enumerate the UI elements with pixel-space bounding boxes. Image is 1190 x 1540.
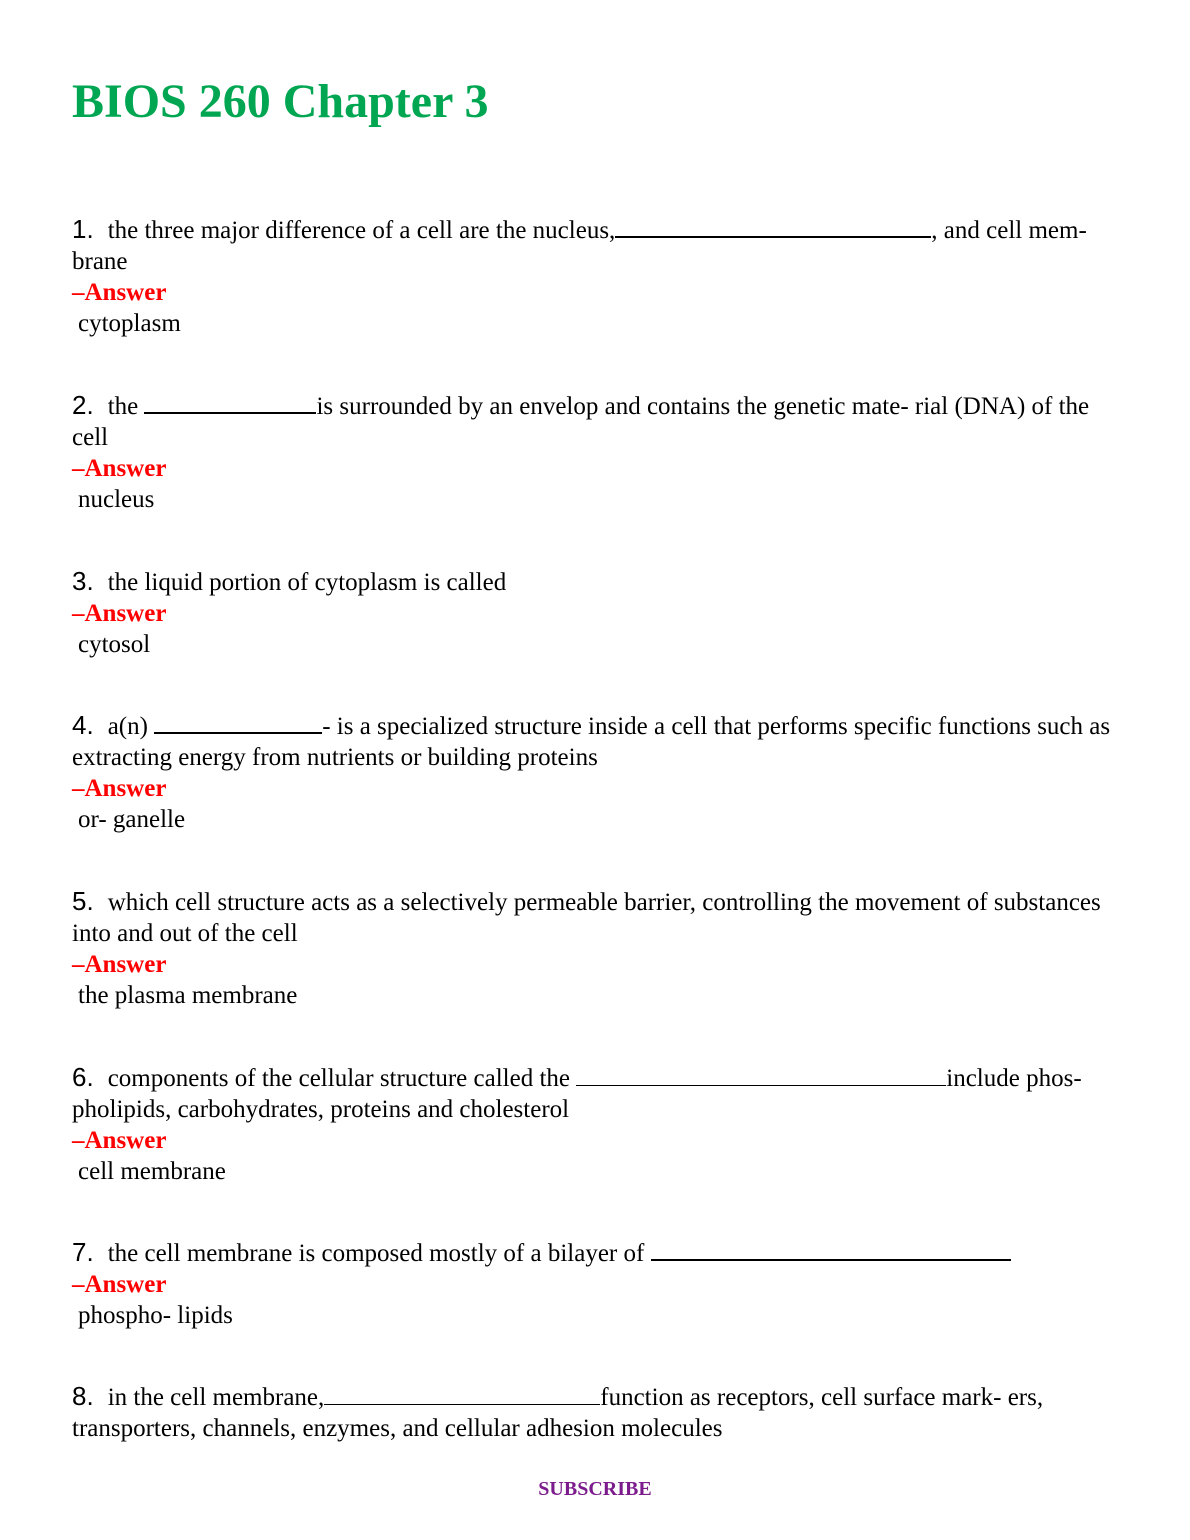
answer-blank — [144, 390, 316, 414]
question-text-before: components of the cellular structure called the — [107, 1065, 577, 1092]
answer-label: –Answer — [72, 951, 167, 978]
question-text-before: which cell structure acts as a selectively permeable barrier, controlling the movement of substances into and out of the cell — [72, 889, 1101, 947]
question-text — [72, 1062, 1112, 1125]
question-text — [72, 390, 1112, 453]
question-text-after: include phos- pholipids, carbohydrates, proteins and cholesterol — [72, 1065, 1082, 1123]
answer-label: –Answer — [72, 1271, 167, 1298]
question-text — [72, 886, 1112, 949]
answer-blank — [576, 1063, 946, 1086]
answer-blank — [154, 710, 322, 734]
question-text-before: in the cell membrane, — [107, 1384, 325, 1411]
question-1 — [72, 214, 1112, 340]
question-number: 5. — [72, 886, 94, 916]
question-2 — [72, 390, 1112, 516]
question-text — [72, 1381, 1112, 1444]
answer-blank — [324, 1382, 600, 1405]
question-3 — [72, 566, 1112, 661]
answer-label: –Answer — [72, 1127, 167, 1154]
answer-text: cell membrane — [78, 1158, 226, 1185]
answer-text: cytosol — [78, 631, 151, 658]
question-text — [72, 214, 1112, 277]
subscribe-link[interactable]: SUBSCRIBE — [538, 1478, 652, 1500]
question-text-after: , and cell mem- brane — [72, 217, 1087, 275]
answer-text: cytoplasm — [78, 310, 181, 337]
question-text-before: the cell membrane is composed mostly of a bilayer of — [107, 1240, 651, 1267]
page-title: BIOS 260 Chapter 3 — [72, 75, 489, 128]
answer-text: the plasma membrane — [78, 982, 298, 1009]
question-number: 8. — [72, 1381, 94, 1411]
answer-text: phospho- lipids — [78, 1302, 233, 1329]
question-text — [72, 1237, 1112, 1269]
answer-label: –Answer — [72, 279, 167, 306]
question-text-before: the — [107, 393, 145, 420]
answer-blank — [615, 214, 931, 238]
answer-label: –Answer — [72, 600, 167, 627]
question-6 — [72, 1062, 1112, 1188]
answer-text: nucleus — [78, 486, 155, 513]
question-text-after: function as receptors, cell surface mark- ers, transporters, channels, enzymes, and cellular adhesion molecules — [72, 1384, 1044, 1442]
question-text-before: the liquid portion of cytoplasm is called — [107, 569, 507, 596]
question-text-after: is surrounded by an envelop and contains the genetic mate- rial (DNA) of the cell — [72, 393, 1090, 451]
question-text-after: - is a specialized structure inside a cell that performs specific functions such as extracting energy from nutrients or building proteins — [72, 713, 1111, 771]
question-4 — [72, 710, 1112, 836]
question-text — [72, 566, 1112, 598]
question-5 — [72, 886, 1112, 1012]
question-text-before: the three major difference of a cell are the nucleus, — [107, 217, 616, 244]
question-number: 4. — [72, 710, 94, 740]
question-number: 7. — [72, 1237, 94, 1267]
answer-label: –Answer — [72, 455, 167, 482]
question-text — [72, 710, 1112, 773]
question-number: 3. — [72, 566, 94, 596]
question-number: 6. — [72, 1062, 94, 1092]
answer-label: –Answer — [72, 775, 167, 802]
answer-blank — [651, 1237, 1011, 1261]
question-text-before: a(n) — [107, 713, 155, 740]
question-number: 1. — [72, 214, 94, 244]
question-7 — [72, 1237, 1112, 1332]
question-8 — [72, 1381, 1112, 1444]
question-number: 2. — [72, 390, 94, 420]
answer-text: or- ganelle — [78, 806, 186, 833]
